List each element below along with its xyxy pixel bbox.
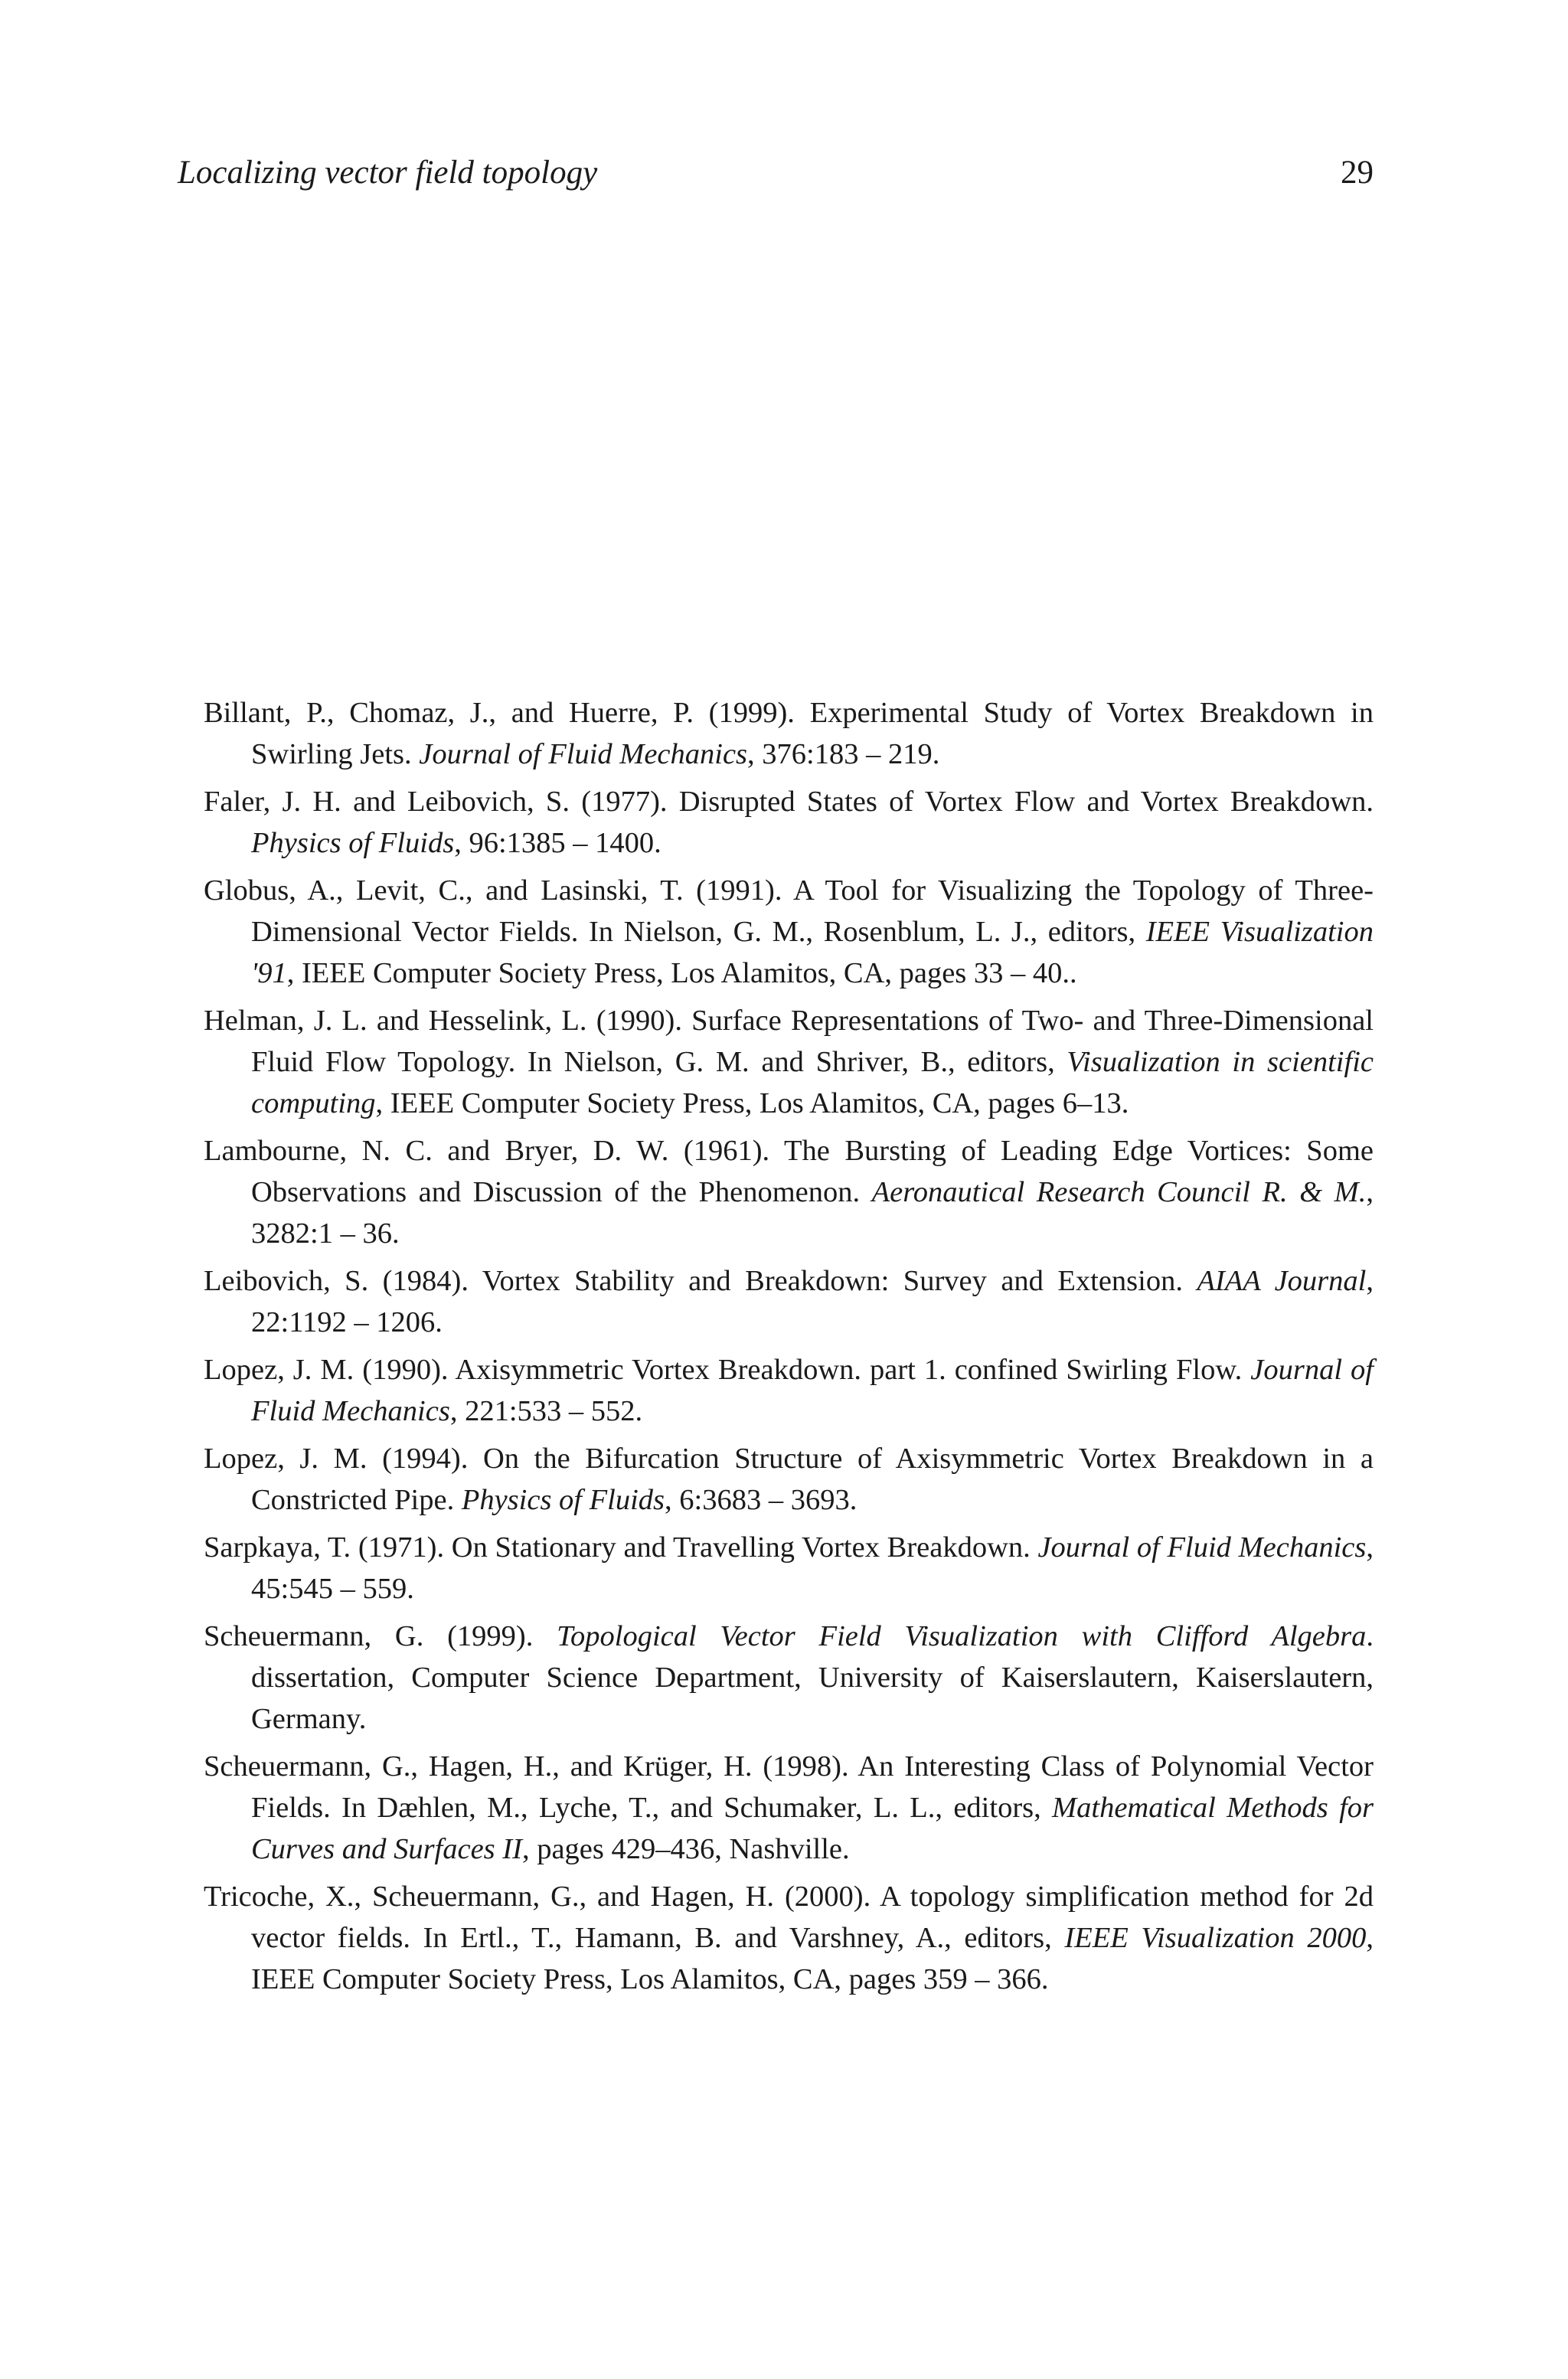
reference-venue: Journal of Fluid Mechanics [251,1354,1374,1427]
reference-text: Helman, J. L. and Hesselink, L. (1990). Surface Representations of Two- and Three-Dimensional Fluid Flow Topology. In Nielson, G. M. and Shriver, B., editors, [204,1005,1374,1078]
reference-details: , 376:183 – 219. [747,738,940,770]
reference-scheuermann-1999 [204,1616,1374,1740]
reference-venue: Journal of Fluid Mechanics [419,738,748,770]
page-number: 29 [1341,155,1374,191]
reference-venue: Physics of Fluids [251,827,455,859]
reference-text: Tricoche, X., Scheuermann, G., and Hagen, H. (2000). A topology simplification method for 2d vector fields. In Ertl., T., Hamann, B. and Varshney, A., editors, [204,1881,1374,1954]
reference-venue: Visualization in scientific computing [251,1046,1374,1119]
reference-details: , 96:1385 – 1400. [454,827,662,859]
reference-globus-1991 [204,870,1374,994]
reference-details: , 6:3683 – 3693. [665,1484,858,1516]
reference-faler-1977 [204,781,1374,864]
reference-text: Globus, A., Levit, C., and Lasinski, T. (1991). A Tool for Visualizing the Topology of Three-Dimensional Vector Fields. In Nielson, G. M., Rosenblum, L. J., editors, [204,874,1374,948]
reference-text: Lopez, J. M. (1990). Axisymmetric Vortex Breakdown. part 1. confined Swirling Flow. [204,1354,1251,1386]
reference-details: , IEEE Computer Society Press, Los Alamitos, CA, pages 359 – 366. [251,1922,1374,1995]
reference-venue: Journal of Fluid Mechanics [1037,1531,1367,1564]
running-title: Localizing vector field topology [178,155,598,191]
reference-lambourne-1961 [204,1130,1374,1254]
reference-details: , 3282:1 – 36. [251,1176,1374,1250]
reference-text: Scheuermann, G., Hagen, H., and Krüger, H. (1998). An Interesting Class of Polynomial Vector Fields. In Dæhlen, M., Lyche, T., and Schumaker, L. L., editors, [204,1750,1374,1824]
reference-text: Billant, P., Chomaz, J., and Huerre, P. (1999). Experimental Study of Vortex Breakdown in Swirling Jets. [204,697,1374,770]
reference-text: Sarpkaya, T. (1971). On Stationary and Travelling Vortex Breakdown. [204,1531,1038,1564]
reference-venue: Topological Vector Field Visualization with Clifford Algebra [557,1620,1367,1652]
reference-text: Lambourne, N. C. and Bryer, D. W. (1961). The Bursting of Leading Edge Vortices: Some Observations and Discussion of the Phenomenon. [204,1135,1374,1208]
reference-details: , IEEE Computer Society Press, Los Alamitos, CA, pages 6–13. [375,1087,1129,1119]
reference-sarpkaya-1971 [204,1527,1374,1609]
reference-venue: Physics of Fluids [461,1484,665,1516]
running-head [178,150,1374,196]
reference-text: Scheuermann, G. (1999). [204,1620,557,1652]
reference-lopez-1994 [204,1438,1374,1521]
reference-text: Lopez, J. M. (1994). On the Bifurcation Structure of Axisymmetric Vortex Breakdown in a Constricted Pipe. [204,1443,1374,1516]
reference-details: , 45:545 – 559. [251,1531,1374,1605]
reference-details: , IEEE Computer Society Press, Los Alamitos, CA, pages 33 – 40.. [286,957,1077,989]
reference-venue: IEEE Visualization '91 [251,916,1374,989]
reference-details: . dissertation, Computer Science Department, University of Kaiserslautern, Kaiserslautern, Germany. [251,1620,1374,1735]
reference-venue: IEEE Visualization 2000 [1064,1922,1367,1954]
reference-venue: AIAA Journal [1197,1265,1367,1297]
reference-helman-1990 [204,1000,1374,1124]
reference-lopez-1990 [204,1349,1374,1432]
reference-details: , 22:1192 – 1206. [251,1265,1374,1338]
reference-billant-1999 [204,692,1374,775]
reference-list [204,692,1374,2006]
reference-text: Faler, J. H. and Leibovich, S. (1977). Disrupted States of Vortex Flow and Vortex Breakdown. [204,786,1374,818]
reference-venue: Mathematical Methods for Curves and Surfaces II [251,1792,1374,1865]
reference-details: , pages 429–436, Nashville. [521,1833,850,1865]
reference-venue: Aeronautical Research Council R. & M. [871,1176,1367,1208]
reference-text: Leibovich, S. (1984). Vortex Stability and Breakdown: Survey and Extension. [204,1265,1197,1297]
reference-leibovich-1984 [204,1260,1374,1343]
reference-tricoche-2000 [204,1876,1374,2000]
reference-details: , 221:533 – 552. [449,1395,643,1427]
reference-scheuermann-1998 [204,1746,1374,1870]
